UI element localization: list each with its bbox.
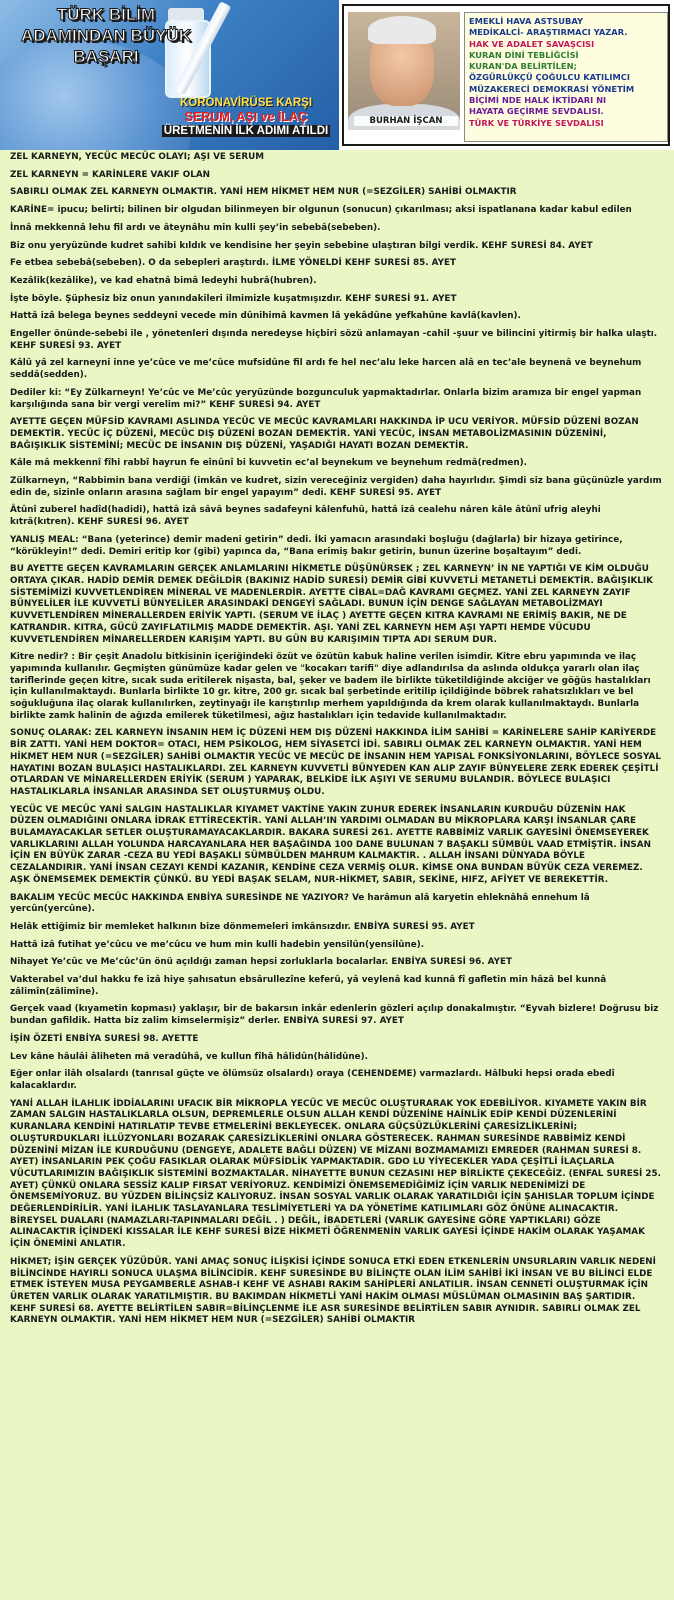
article-paragraph: ZEL KARNEYN = KARİNLERE VAKIF OLAN xyxy=(10,169,210,180)
article-paragraph: Helâk ettiğimiz bir memleket halkının bize dönmemeleri imkânsızdır. ENBİYA SURESİ 95. AYET xyxy=(10,921,475,932)
banner-subtitle-line3: ÜRETMENİN İLK ADIMI ATILDI xyxy=(163,125,329,137)
article-paragraph: ZEL KARNEYN, YECÜC MECÜC OLAYI; AŞI VE SERUM xyxy=(10,152,264,162)
article-paragraph: Kitre nedir? : Bir çeşit Anadolu bitkisinin içeriğindeki özüt ve özütün kabuk haline verilen isimdir. Kitre ebru yapımında ve ilaç yapımında kullanılır. Geçmişten günümüze kadar gelen ve "kocakarı tarifi" diye adlandırılsa da aslında oldukça yararlı olan ilaç tariflerinde geçen kitre, sıcak suda eritilerek nişasta, bal, şeker ve badem ile birlikte tüketildiğinde akciğer ve göğüs hastalıkları için kullanılmaktaydı. Bunlarla birlikte 10 gr. kitre, 200 gr. sıcak bal şerbetinde eritilip içildiğinde böbrek rahatsızlıkları ve bel soğukluğuna ilaç olarak kullanılırken, zeytinyağı ile karıştırılıp merhem yapıldığında da krem olarak kullanılmaktaydı. Bunlarla birlikte zamk halinin de ağızda emilerek tüketilmesi, ağız hastalıkları için tedavide kullanılmaktadır. xyxy=(10,652,651,721)
author-bio-line: EMEKLİ HAVA ASTSUBAY xyxy=(469,16,583,26)
author-bio-line: MEDİKALCİ- ARAŞTIRMACI YAZAR. xyxy=(469,27,628,38)
article-paragraph: BU AYETTE GEÇEN KAVRAMLARIN GERÇEK ANLAMLARINI HİKMETLE DÜŞÜNÜRSEK ; ZEL KARNEYN’ İN NE YAPTIĞI VE KİM OLDUĞU ORTAYA ÇIKAR. HADİD DEMİR DEMEK DEĞİLDİR (BAKINIZ HADİD SURESİ) DEMİR GİBİ KUVVETLİ METANETLİ DEMEKTİR. BAĞIŞIKLIK SİSTEMİMİZİ KUVVETLENDİREN MİNERAL VE MADENLERDİR. AYETTE CİBAL=DAĞ KAVRAMI GEÇMEZ. YANİ ZEL KARNEYN ZAYIF BÜNYELİLER İLE KUVVETLİ BÜNYELİLER ARASINDAKİ DENGEYİ SAĞLADI. BUNUN İÇİN DENGE SAĞLAYAN METABOLİZMAYI KUVVETLENDİREN MİNERALLERDEN ERİYİK YAPTI. (SERUM VE İLAÇ ) AYETTE GEÇEN KITRA KAVRAMI NE ERİMİŞ BAKIR, NE DE KATRANDIR. KITRA, GÜCÜ ZAYIFLATILMIŞ MADDE DEMEKTİR. AŞI. YANİ ZEL KARNEYN HEM AŞI YAPTI HEMDE VÜCUDU KUVVETLENDİREN MİNARELLERDEN KARIŞIM YAPTI. BU GÜN BU KARIŞIMIN TIPTA ADI SERUM DUR. xyxy=(10,564,653,645)
article-paragraph: SONUÇ OLARAK: ZEL KARNEYN İNSANIN HEM İÇ DÜZENİ HEM DIŞ DÜZENİ HAKKINDA İLİM SAHİBİ = KARİNELERE SAHİP KARİYERDE BİR ZATTI. YANİ HEM DOKTOR= OTACI, HEM PSİKOLOG, HEM SİYASETCİ İDİ. SABIRLI OLMAK ZEL KARNEYN OLMAKTIR. YANİ HEM HİKMET HEM NUR (=SEZGİLER) SAHİBİ OLMAKTIR YECÜC VE MECÜC DE İNSANIN HEM YAPISAL FONKSİYONLARINI, BÖYLECE SOSYAL HAYATINI BOZAN BULAŞICI HASTALIKLARDI. ZEL KARNEYN KUVVETLİ BÜNYEDEN KAN ALIP ZAYIF BÜNYELERE ZERK EDEREK ÇEŞİTLİ OTLARDAN VE MİNARELLERDEN ERİYİK (SERUM ) YAPARAK, BELKİDE İLK AŞIYI VE SERUMU BULANDIR. BÖYLECE BULAŞICI HASTALIKLARLA İNSANLAR ARASINDA SET OLUŞTURMUŞ OLDU. xyxy=(10,728,661,797)
article-paragraph: Engeller önünde-sebebi ile , yönetenleri dışında neredeyse hiçbiri sözü anlamayan -cahil -şuur ve bilincini yitirmiş bir halka ulaştı. KEHF SURESİ 93. AYET xyxy=(10,329,658,351)
author-photo xyxy=(348,12,460,130)
banner-subtitle-line2: SERUM, AŞI ve İLAÇ xyxy=(184,110,308,124)
article-paragraph: Kezâlik(kezâlike), ve kad ehatnâ bimâ ledeyhi hubrâ(hubren). xyxy=(10,275,317,286)
author-bio-line: ÖZGÜRLÜKÇÜ ÇOĞULCU KATILIMCI xyxy=(469,72,630,83)
author-photo-hair xyxy=(368,16,436,44)
article-paragraph: Zülkarneyn, “Rabbimin bana verdiği (imkân ve kudret, sizin vereceğiniz vergiden) daha hayırlıdır. Şimdi siz bana güçünüzle yardım edin de, sizinle onların arasına sağlam bir engel yapayım” dedi. KEHF SURESİ 95. AYET xyxy=(10,476,662,498)
author-box xyxy=(342,4,670,146)
article-paragraph: YANİ ALLAH İLAHLIK İDDİALARINI UFACIK BİR MİKROPLA YECÜC VE MECÜC OLUŞTURARAK YOK EDEBİLİYOR. KIYAMETE YAKIN BİR ZAMAN SALGIN HASTALIKLARLA OLSUN, DEPREMLERLE OLSUN ALLAH KENDİ DÜZENİNE HAİNLİK EDİP KENDİ DÜZENLERİNİ KURANLARA KENDİNİ HATIRLATIP TEVBE ETMELERİNİ BEKLEYECEK. ONLARA GÜÇSÜZLÜKLERİNİ ÇARESİZLİKLERİNİ; OLUŞTURDUKLARI İLLÜZYONLARI BOZARAK ÇARESİZLİKLERİNİ ONLARA GÖSTERECEK. RAHMAN SURESİNDE RABBİMİZ KENDİ DÜZENİNİ MİZAN İLE KURDUĞUNU (DENGEYE, ADALETE BAĞLI DÜZEN) VE MİZANI BOZMAMAMIZI EMREDER (RAHMAN SURESİ 8. AYET) İNSANLARIN PEK ÇOĞU FASIKLAR OLARAK MÜFSİDLİK YAPMAKTADIR. GDO LU YİYECEKLER YADA ÇEŞİTLİ İLAÇLARLA VÜCUTLARIMIZIN BAĞIŞIKLIK SİSTEMİNİ BOZMAKTALAR. NİHAYETTE BUNUN CEZASINI HEP BİRLİKTE ÇEKECEĞİZ. (ENFAL SURESİ 25. AYET) ÇÜNKÜ ONLARA SESSİZ KALIP FIRSAT VERİYORUZ. KENDİMİZİ ÖNEMSEMEDİĞİMİZ İÇİN VARLIK NEDENİMİZİ DE ÖNEMSEMİYORUZ. BU YÜZDEN BİLİNÇSİZ KALIYORUZ. İNSAN SOSYAL VARLIK OLARAK YARATILDIĞI İÇİN ŞAHISLAR TOPLUM İÇİNDE DEĞERLENDİRİLİR. YANİ İLAHLIK TASLAYANLARA TESLİMİYETLERİ YA DA YÖNETİME KATILIMLARI GÖZ ÖNÜNE ALINACAKTIR. BİREYSEL DUALARI (NAMAZLARI-TAPINMALARI DEĞİL . ) DEĞİL, İBADETLERİ (VARLIK GAYESİNE GÖRE YAPTIKLARI) GÖZE ALINACAKTIR İÇİNDEKİ KISSALAR İLE KEHF SURESİ BİZE HİKMETİ ÖĞRENMENİN VARLIK GAYESİ İÇİNDE HAKİM OLARAK YAŞAMAK İÇİN ÖNEMİNİ ANLATIR. xyxy=(10,1098,661,1250)
article-paragraph: Fe etbea sebebâ(sebeben). O da sebepleri araştırdı. İLME YÖNELDİ KEHF SURESİ 85. AYET xyxy=(10,258,457,269)
article-paragraph: Âtûnî zuberel hadîd(hadidi), hattâ izâ sâvâ beynes sadafeyni kâlenfuhû, hattâ izâ cealehu nâren kâle âtûnî ufrig aleyhi kıtrâ(kıtren). KEHF SURESİ 96. AYET xyxy=(10,505,601,528)
article-paragraph: Lev kâne hâulâi âliheten mâ veradûhâ, ve kullun fîhâ hâlidûn(hâlidûne). xyxy=(10,1051,368,1062)
author-bio-line: TÜRK VE TÜRKİYE SEVDALISI xyxy=(469,117,604,128)
article-paragraph: Eğer onlar ilâh olsalardı (tanrısal güçte ve ölümsüz olsalardı) oraya (CEHENDEME) varmazlardı. Hâlbuki hepsi orada ebedî kalacaklardır. xyxy=(10,1069,615,1091)
article-paragraph: BAKALIM YECÜC MECÜC HAKKINDA ENBİYA SURESİNDE NE YAZIYOR? Ve harâmun alâ karyetin ehleknâhâ ennehum lâ yercûn(yercûne). xyxy=(10,892,590,915)
author-bio-line: MÜZAKERECİ DEMOKRASİ YÖNETİM xyxy=(469,83,635,94)
author-name: BURHAN İŞCAN xyxy=(354,116,458,126)
article-paragraph: Vakterabel va’dul hakku fe izâ hiye şahısatun ebsârullezîne keferû, yâ veylenâ kad kunnâ fî gafletin min hâzâ bel kunnâ zâlimîn(zâlimîne). xyxy=(10,975,607,997)
article-paragraph: Hattâ izâ futihat ye’cûcu ve me’cûcu ve hum min kulli hadebin yensilûn(yensilûne). xyxy=(10,939,425,950)
news-banner-image xyxy=(0,0,339,150)
author-bio-line: HAYATA GEÇİRME SEVDALISI. xyxy=(469,106,604,117)
article-paragraph: YECÜC VE MECÜC YANİ SALGIN HASTALIKLAR KIYAMET VAKTİNE YAKIN ZUHUR EDEREK İNSANLARIN KURDUĞU DÜZENİN HAK DÜZEN OLMADIĞINI ONLARA İDRAK ETTİRECEKTİR. YANİ ALLAH’IN YARDIMI OLMADAN BU MİKROPLARA KARŞI İNSANLAR ÇARE BULAMAYACAKLAR SETLER OLUŞTURAMAYACAKLARDIR. BAKARA SURESİ 261. AYETTE RABBİMİZ VARLIK GAYESİNİ ÖNEMSEYEREK VARLIKLARINI ALLAH YOLUNDA HARCAYANLARA HER BAŞAĞINDA 100 DANE BULUNAN 7 BAŞAKLI SÜMBÜL VAAD ETMİŞTİR. İNSAN İÇİN EN BÜYÜK ZARAR -CEZA BU YEDİ BAŞAKLI SÜMBÜLDEN MAHRUM KALMAKTIR. . ALLAH İNSANI DÜNYADA BÖYLE CEZALANDIRIR. YANİ İNSAN CEZAYI KENDİ KAZANIR, KENDİNE CEZA VERMİŞ OLUR. KİMSE ONA BUNDAN BÜYÜK CEZA VEREMEZ. AŞK ÖNEMSEMEK DEMEKTİR ÇÜNKÜ. BU YEDİ BAŞAK SELAM, NUR-HİKMET, SABIR, SEKİNE, HIFZ, AFİYET VE BEREKETTİR. xyxy=(10,804,651,885)
banner-subtitle xyxy=(156,96,336,138)
author-bio-line: KURAN'DA BELİRTİLEN; xyxy=(469,61,577,72)
article-paragraph: YANLIŞ MEAL: “Bana (yeterince) demir madeni getirin” dedi. İki yamacın arasındaki boşluğu (dağlarla) bir hizaya getirince, “körükleyin!” dedi. Demiri eritip kor (gibi) yapınca da, “Bana erimiş bakır getirin, bunun üzerine boşaltayım” dedi. xyxy=(10,534,623,557)
article-paragraph: Gerçek vaad (kıyametin kopması) yaklaşır, bir de bakarsın inkâr edenlerin gözleri açılıp donakalmıştır. “Eyvah bizlere! Doğrusu biz bundan gafildik. Hatta biz zalim kimselermişiz” derler. ENBİYA SURESİ 97. AYET xyxy=(10,1004,659,1027)
author-bio-line: BİÇİMİ NDE HALK İKTİDARI NI xyxy=(469,95,607,106)
article-paragraph: Nihayet Ye’cûc ve Me’cûc’ün önü açıldığı zaman hepsi zorluklarla bocalarlar. ENBİYA SURESİ 96. AYET xyxy=(10,957,512,968)
article-paragraph: Hattâ izâ belega beynes seddeyni vecede min dûnihimâ kavmen lâ yekâdûne yefkahûne kavlâ(kavlen). xyxy=(10,311,521,322)
article-paragraph: Dediler ki: “Ey Zülkarneyn! Ye’cûc ve Me’cûc yeryüzünde bozgunculuk yapmaktadırlar. Onlarla bizim aramıza bir engel yapman karşılığında sana bir vergi verelim mi?” KEHF SURESİ 94. AYET xyxy=(10,387,642,410)
article-paragraph: İŞİN ÖZETİ ENBİYA SURESİ 98. AYETTE xyxy=(10,1033,199,1044)
header xyxy=(0,0,674,150)
author-bio-line: KURAN DİNİ TEBLİĞCİSİ xyxy=(469,49,579,60)
article-paragraph: Kâlû yâ zel karneyni inne ye’cûce ve me’cûce mufsidûne fil ardı fe hel nec’alu leke harcen alâ en tec’ale beynenâ ve beynehum seddâ(sedden). xyxy=(10,358,642,381)
article-body xyxy=(10,152,662,1333)
article-paragraph: AYETTE GEÇEN MÜFSİD KAVRAMI ASLINDA YECÜC VE MECÜC KAVRAMLARI HAKKINDA İP UCU VERİYOR. MÜFSİD DÜZENİ BOZAN DEMEKTİR. YECÜC İÇ DÜZENİ, MECÜC DIŞ DÜZENİ BOZAN DEMEKTİR. YANİ YECÜC, İNSAN METABOLİZMASININ DÜZENİNİ, BAĞIŞIKLIK SİSTEMİNİ; MECÜC DE İNSANIN DIŞ DÜZENİ, YAŞADIĞI HAYATI BOZAN DEMEKTİR. xyxy=(10,417,639,451)
article-paragraph: Biz onu yeryüzünde kudret sahibi kıldık ve kendisine her şeyin sebebine ulaştıran bilgi verdik. KEHF SURESİ 84. AYET xyxy=(10,240,593,251)
author-bio-line: HAK VE ADALET SAVAŞCISI xyxy=(469,38,595,49)
banner-subtitle-line1: KORONAVİRÜSE KARŞI xyxy=(179,97,313,109)
article-paragraph: HİKMET; İŞİN GERÇEK YÜZÜDÜR. YANİ AMAÇ SONUÇ İLİŞKİSİ İÇİNDE SONUCA ETKİ EDEN ETKENLERİN UNSURLARIN VARLIK NEDENİ BİLİNCİNDE HAYIRLI SONUCA ULAŞMA BİLİNCİDİR. KEHF SURESİNDE BU BİLİNÇTE OLAN İLİM SAHİBİ İKİ İNSAN VE BU BİLİNCİ ELDE ETMEK İSTEYEN MUSA PEYGAMBERLE ASHAB-I KEHF VE ASHABI RAKIM SAHİPLERİ ANLATILIR. İNSAN CENNETİ OLUŞTURMAK İÇİN ÜRETEN VARLIK OLARAK YARATILMIŞTIR. BU BAKIMDAN HİKMETLİ YANİ HAKİM OLMASI MÜSLÜMAN OLMASININ BAŞ ŞARTIDIR. KEHF SURESİ 68. AYETTE BELİRTİLEN SABIR=BİLİNÇLENME İLE ASR SURESİNDE BELİRTİLEN SABIR AYNIDIR. SABIRLI OLMAK ZEL KARNEYN OLMAKTIR. YANİ HEM HİKMET HEM NUR (=SEZGİLER) SAHİBİ OLMAKTIR xyxy=(10,1256,656,1326)
article-paragraph: SABIRLI OLMAK ZEL KARNEYN OLMAKTIR. YANİ HEM HİKMET HEM NUR (=SEZGİLER) SAHİBİ OLMAKTIR xyxy=(10,187,517,198)
article-paragraph: KARİNE= ipucu; belirti; bilinen bir olgudan bilinmeyen bir olgunun (sonucun) çıkarılması; aksi ispatlanana kadar kabul edilen xyxy=(10,205,632,216)
article-paragraph: İşte böyle. Şüphesiz biz onun yanındakileri ilmimizle kuşatmışızdır. KEHF SURESİ 91. AYET xyxy=(10,293,457,304)
article-paragraph: Kâle mâ mekkennî fîhi rabbî hayrun fe eînûnî bi kuvvetin ec’al beynekum ve beynehum redmâ(redmen). xyxy=(10,458,527,469)
article-paragraph: İnnâ mekkennâ lehu fil ardı ve âteynâhu min kulli şey’in sebebâ(sebeben). xyxy=(10,222,381,233)
author-bio xyxy=(464,12,668,142)
banner-title: TÜRK BİLİM ADAMINDAN BÜYÜK BAŞARI xyxy=(21,5,191,66)
